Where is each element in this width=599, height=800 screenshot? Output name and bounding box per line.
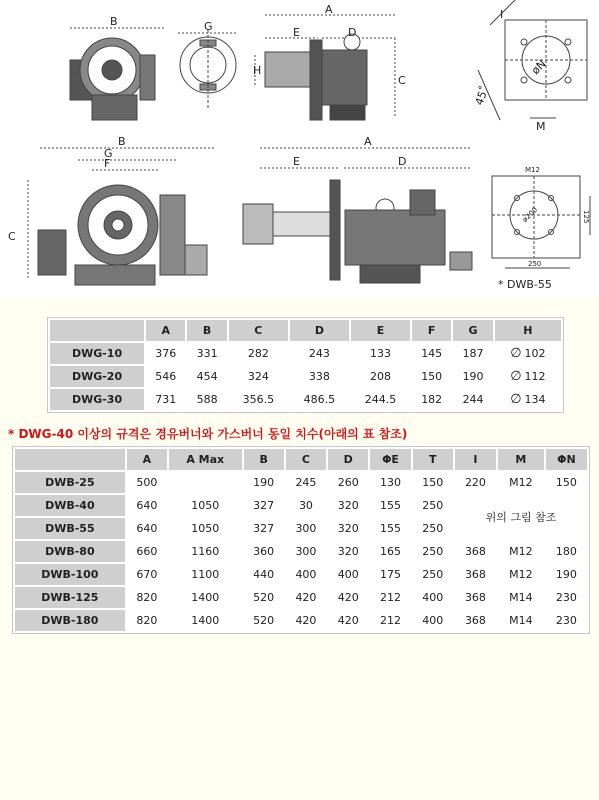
dim-label-angle: 45˚ (472, 84, 492, 108)
dim-label-f-large: F (104, 157, 111, 170)
table-row (50, 389, 561, 410)
cell: 230 (546, 610, 587, 631)
cell: 250 (413, 518, 453, 539)
header-cell: I (455, 449, 496, 470)
table-row (15, 610, 587, 631)
table-header-row (50, 320, 561, 341)
cell: 820 (127, 587, 167, 608)
side-view-small (255, 15, 395, 120)
model-name: DWG-20 (50, 366, 144, 387)
cell: 546 (146, 366, 185, 387)
header-cell: ΦN (546, 449, 587, 470)
dim-label-a: A (325, 3, 333, 16)
cell: 327 (244, 518, 284, 539)
dim-label-h: H (253, 64, 262, 77)
model-name: DWG-10 (50, 343, 144, 364)
cell (169, 472, 242, 493)
cell: 640 (127, 518, 167, 539)
header-cell: A (146, 320, 185, 341)
dwb55-plate (492, 176, 590, 268)
header-cell: T (413, 449, 453, 470)
cell: 155 (370, 495, 410, 516)
header-cell: D (328, 449, 368, 470)
table-row (50, 366, 561, 387)
dim-label-e-large: E (293, 155, 300, 168)
dim-label-250-bottom: 250 (528, 260, 542, 268)
cell-h (495, 366, 561, 387)
table-row (15, 541, 587, 562)
cell: 300 (286, 541, 326, 562)
dwb-spec-table (12, 446, 590, 634)
cell: 145 (412, 343, 451, 364)
cell: 230 (546, 587, 587, 608)
spec-note: * DWG-40 이상의 규격은 경유버너와 가스버너 동일 치수(아래의 표 참조) (8, 427, 408, 441)
cell: 520 (244, 587, 284, 608)
cell: 182 (412, 389, 451, 410)
cell: 1050 (169, 518, 242, 539)
dim-label-e: E (293, 26, 300, 39)
header-cell: M (498, 449, 544, 470)
cell: 420 (286, 610, 326, 631)
cell: 820 (127, 610, 167, 631)
cell: 243 (290, 343, 349, 364)
cell: 368 (455, 541, 496, 562)
cell: 30 (286, 495, 326, 516)
cell: 250 (413, 495, 453, 516)
cell: 1400 (169, 587, 242, 608)
cell: 1160 (169, 541, 242, 562)
cell: 400 (328, 564, 368, 585)
cell: 300 (286, 518, 326, 539)
cell: 150 (412, 366, 451, 387)
dwg-spec-table (47, 317, 564, 413)
cell: 208 (351, 366, 410, 387)
header-cell: C (286, 449, 326, 470)
table-row (15, 495, 587, 516)
cell: 220 (455, 472, 496, 493)
mounting-plate-view (478, 0, 587, 120)
dwb55-caption: * DWB-55 (498, 278, 552, 291)
dim-label-m: M (536, 120, 546, 133)
header-cell: D (290, 320, 349, 341)
header-cell: C (229, 320, 288, 341)
cell: 500 (127, 472, 167, 493)
cell: 420 (286, 587, 326, 608)
model-name: DWB-80 (15, 541, 125, 562)
technical-drawing (0, 0, 599, 298)
cell: 133 (351, 343, 410, 364)
model-name: DWB-25 (15, 472, 125, 493)
cell: 588 (187, 389, 226, 410)
cell: 454 (187, 366, 226, 387)
cell: 327 (244, 495, 284, 516)
cell-h-value: 134 (524, 393, 546, 406)
cell: M14 (498, 587, 544, 608)
cell: 400 (413, 610, 453, 631)
header-cell: B (244, 449, 284, 470)
cell: 175 (370, 564, 410, 585)
cell: 165 (370, 541, 410, 562)
diameter-icon: ∅ (510, 346, 522, 361)
cell: 320 (328, 518, 368, 539)
cell: 1100 (169, 564, 242, 585)
cell: M12 (498, 541, 544, 562)
cell: 400 (286, 564, 326, 585)
dim-label-g-large: G (104, 147, 113, 160)
cell-h-value: 102 (524, 347, 546, 360)
dim-label-m12: M12 (525, 166, 540, 174)
merged-note-cell: 위의 그림 참조 (455, 495, 587, 539)
cell: 250 (413, 564, 453, 585)
cell: 250 (413, 541, 453, 562)
dim-label-b-large: B (118, 135, 126, 148)
dim-label-a-large: A (364, 135, 372, 148)
cell: 244 (453, 389, 492, 410)
cell: 187 (453, 343, 492, 364)
header-cell: H (495, 320, 561, 341)
front-view-small (70, 28, 165, 120)
model-name: DWB-180 (15, 610, 125, 631)
drawing-svg (0, 0, 599, 298)
cell: 212 (370, 610, 410, 631)
dim-label-phi200: ø200 (520, 205, 540, 224)
cell-h (495, 343, 561, 364)
dim-label-g: G (204, 20, 213, 33)
cell: 400 (413, 587, 453, 608)
cell: 212 (370, 587, 410, 608)
cell: 320 (328, 495, 368, 516)
dim-label-i: I (500, 8, 504, 21)
dim-label-125: 125 (582, 210, 590, 224)
dim-label-d: D (348, 26, 357, 39)
header-cell (15, 449, 125, 470)
cell: 130 (370, 472, 410, 493)
flange-view-small (178, 30, 238, 108)
dim-label-phi-n: øN (528, 57, 549, 78)
diameter-icon: ∅ (510, 369, 522, 384)
cell: 190 (244, 472, 284, 493)
header-cell (50, 320, 144, 341)
cell: 180 (546, 541, 587, 562)
table-row (50, 343, 561, 364)
dim-label-c: C (398, 74, 406, 87)
cell: 155 (370, 518, 410, 539)
cell: 244.5 (351, 389, 410, 410)
header-cell: ΦE (370, 449, 410, 470)
cell: 338 (290, 366, 349, 387)
cell: 1400 (169, 610, 242, 631)
cell: 368 (455, 587, 496, 608)
front-view-large (28, 148, 215, 285)
cell: 376 (146, 343, 185, 364)
cell: 245 (286, 472, 326, 493)
cell: 260 (328, 472, 368, 493)
cell: 640 (127, 495, 167, 516)
dim-label-b: B (110, 15, 118, 28)
cell: 150 (413, 472, 453, 493)
cell: M12 (498, 472, 544, 493)
cell: 670 (127, 564, 167, 585)
cell: 190 (453, 366, 492, 387)
cell: 420 (328, 610, 368, 631)
cell: 150 (546, 472, 587, 493)
side-view-large (243, 148, 472, 283)
model-name: DWB-125 (15, 587, 125, 608)
dim-label-c-large: C (8, 230, 16, 243)
cell: 356.5 (229, 389, 288, 410)
header-cell: E (351, 320, 410, 341)
cell: 368 (455, 610, 496, 631)
model-name: DWB-40 (15, 495, 125, 516)
model-name: DWB-100 (15, 564, 125, 585)
header-cell: A (127, 449, 167, 470)
cell: 731 (146, 389, 185, 410)
header-cell: G (453, 320, 492, 341)
cell: 282 (229, 343, 288, 364)
dim-label-d-large: D (398, 155, 407, 168)
cell: 486.5 (290, 389, 349, 410)
cell: 440 (244, 564, 284, 585)
cell: 520 (244, 610, 284, 631)
diameter-icon: ∅ (510, 392, 522, 407)
header-cell: B (187, 320, 226, 341)
cell: 331 (187, 343, 226, 364)
cell: M14 (498, 610, 544, 631)
table-row (15, 564, 587, 585)
cell: M12 (498, 564, 544, 585)
cell-h (495, 389, 561, 410)
table-row (15, 472, 587, 493)
cell: 324 (229, 366, 288, 387)
cell-h-value: 112 (524, 370, 546, 383)
table-header-row (15, 449, 587, 470)
cell: 190 (546, 564, 587, 585)
cell: 420 (328, 587, 368, 608)
header-cell: F (412, 320, 451, 341)
table-row (15, 587, 587, 608)
model-name: DWB-55 (15, 518, 125, 539)
cell: 368 (455, 564, 496, 585)
cell: 360 (244, 541, 284, 562)
model-name: DWG-30 (50, 389, 144, 410)
header-cell: A Max (169, 449, 242, 470)
cell: 660 (127, 541, 167, 562)
cell: 1050 (169, 495, 242, 516)
cell: 320 (328, 541, 368, 562)
